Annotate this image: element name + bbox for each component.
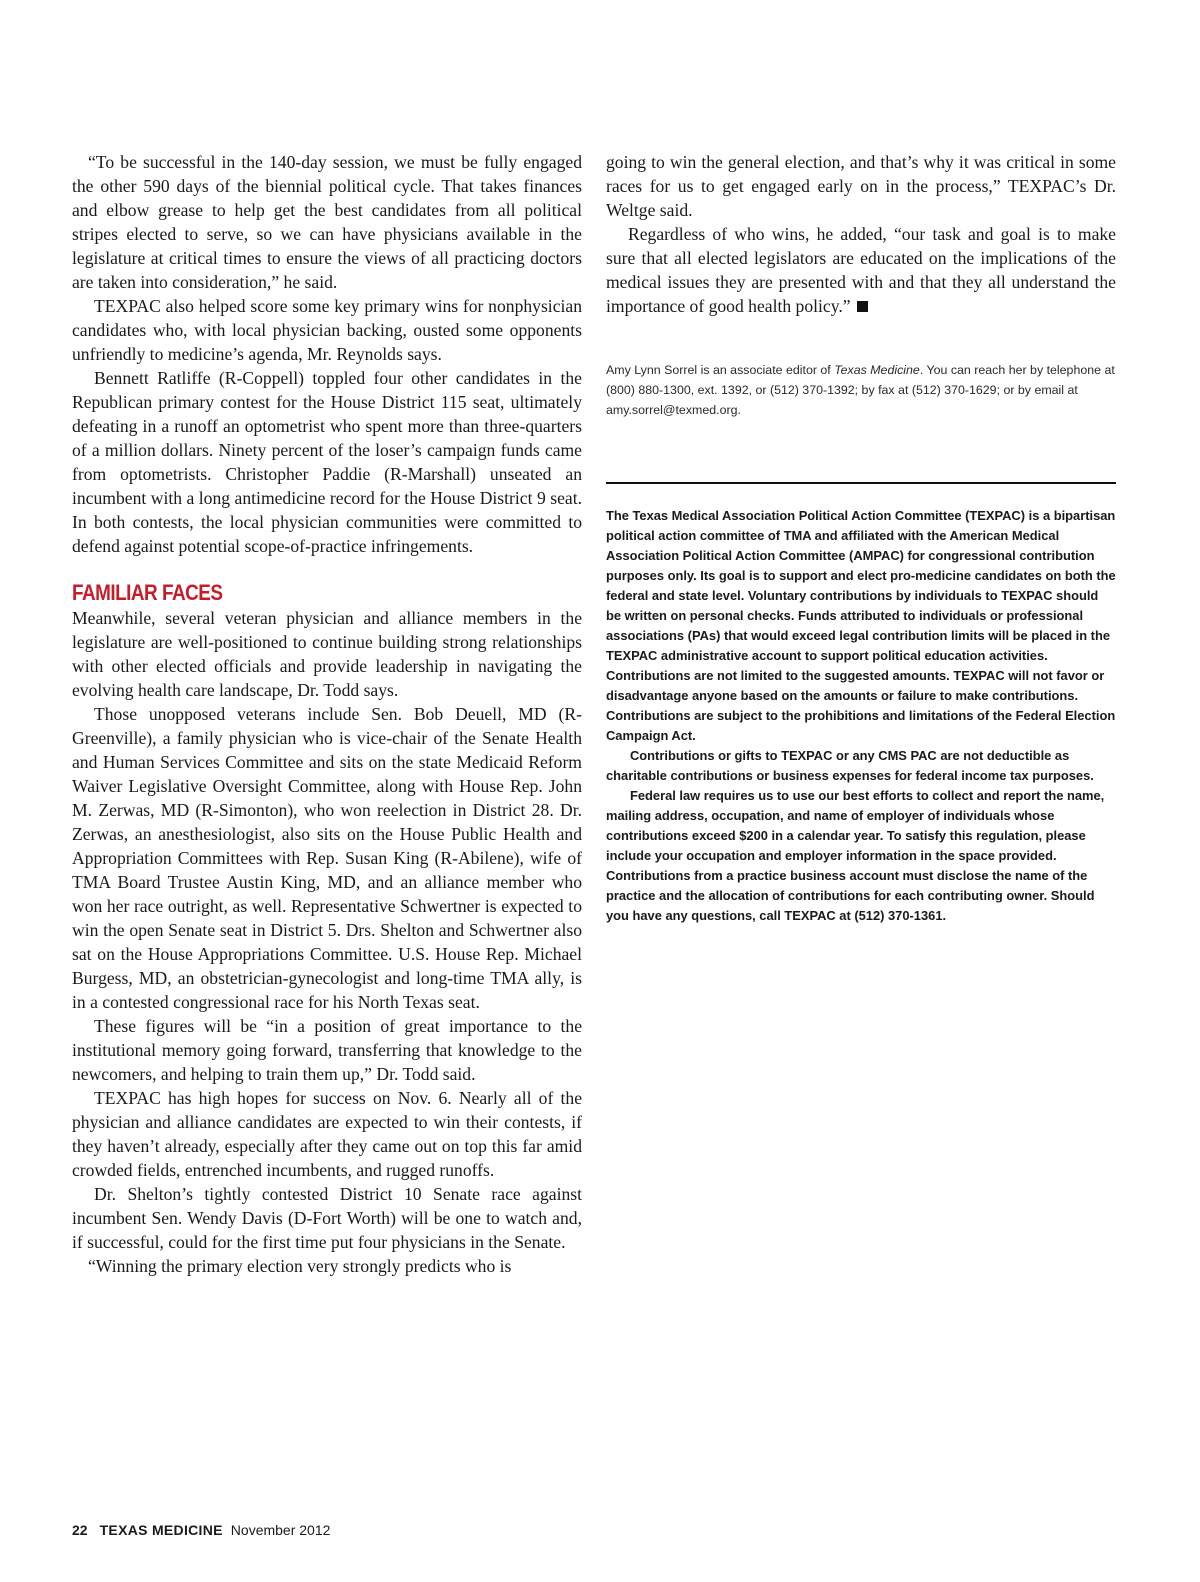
- article-paragraph: TEXPAC has high hopes for success on Nov. 6. Nearly all of the physician and alliance candidates are expected to win their contests, if they haven’t already, especially after they came out on top this far amid crowded fields, entrenched incumbents, and rugged runoffs.: [72, 1088, 582, 1180]
- magazine-name: TEXAS MEDICINE: [99, 1522, 223, 1538]
- article-paragraph: Meanwhile, several veteran physician and alliance members in the legislature are well-positioned to continue building strong relationships with other elected officials and provide leadership in navigating the evolving health care landscape, Dr. Todd says.: [72, 608, 582, 700]
- article-paragraph-text: Regardless of who wins, he added, “our task and goal is to make sure that all elected legislators are educated on the implications of the medical issues they are presented with and that they all understand the importance of good health policy.”: [606, 224, 1116, 316]
- author-bio-text: Amy Lynn Sorrel is an associate editor of: [606, 363, 835, 377]
- article-paragraph-last: [606, 222, 1116, 318]
- divider-rule: [606, 482, 1116, 484]
- page-number: 22: [72, 1522, 88, 1538]
- issue-date: November 2012: [230, 1522, 331, 1538]
- disclaimer-paragraph: Contributions or gifts to TEXPAC or any CMS PAC are not deductible as charitable contributions or business expenses for federal income tax purposes.: [606, 748, 1094, 783]
- disclaimer-paragraph: The Texas Medical Association Political Action Committee (TEXPAC) is a bipartisan political action committee of TMA and affiliated with the American Medical Association Political Action Committee (AMPAC) for congressional contribution purposes only. Its goal is to support and elect pro-medicine candidates on both the federal and state level. Voluntary contributions by individuals to TEXPAC should be written on personal checks. Funds attributed to individuals or professional associations (PAs) that would exceed legal contribution limits will be placed in the TEXPAC administrative account to support political education activities. Contributions are not limited to the suggested amounts. TEXPAC will not favor or disadvantage anyone based on the amounts or failure to make contributions. Contributions are subject to the prohibitions and limitations of the Federal Election Campaign Act.: [606, 508, 1116, 743]
- article-paragraph: TEXPAC also helped score some key primary wins for nonphysician candidates who, with local physician backing, ousted some opponents unfriendly to medicine’s agenda, Mr. Reynolds says.: [72, 296, 582, 364]
- author-bio-contact: . You can reach her by telephone at (800) 880-1300, ext. 1392, or (512) 370-1392; by fax at (512) 370-1629; or by email at amy.sorrel@texmed.org.: [606, 363, 1115, 417]
- article-paragraph: These figures will be “in a position of great importance to the institutional memory going forward, transferring that knowledge to the newcomers, and helping to train them up,” Dr. Todd said.: [72, 1016, 582, 1084]
- article-paragraph: Those unopposed veterans include Sen. Bob Deuell, MD (R-Greenville), a family physician who is vice-chair of the Senate Health and Human Services Committee and sits on the state Medicaid Reform Waiver Legislative Oversight Committee, along with House Rep. John M. Zerwas, MD (R-Simonton), who won reelection in District 28. Dr. Zerwas, an anesthesiologist, also sits on the House Public Health and Appropriation Committees with Rep. Susan King (R-Abilene), wife of TMA Board Trustee Austin King, MD, and an alliance member who won her race outright, as well. Representative Schwertner is expected to win the open Senate seat in District 5. Drs. Shelton and Schwertner also sat on the House Appropriations Committee. U.S. House Rep. Michael Burgess, MD, an obstetrician-gynecologist and long-time TMA ally, is in a contested congressional race for his North Texas seat.: [72, 704, 582, 1012]
- end-of-story-icon: [857, 301, 868, 312]
- article-paragraph: Dr. Shelton’s tightly contested District 10 Senate race against incumbent Sen. Wendy Davis (D-Fort Worth) will be one to watch and, if successful, could for the first time put four physicians in the Senate.: [72, 1184, 582, 1252]
- texpac-disclaimer: [606, 506, 1116, 926]
- magazine-title: Texas Medicine: [834, 363, 920, 377]
- section-heading: FAMILIAR FACES: [72, 580, 223, 605]
- disclaimer-paragraph: Federal law requires us to use our best efforts to collect and report the name, mailing address, occupation, and name of employer of individuals whose contributions exceed $200 in a calendar year. To satisfy this regulation, please include your occupation and employer information in the space provided. Contributions from a practice business account must disclose the name of the practice and the allocation of contributions for each contributing owner. Should you have any questions, call TEXPAC at (512) 370-1361.: [606, 788, 1105, 923]
- page-footer: [72, 1521, 330, 1539]
- article-paragraph: going to win the general election, and that’s why it was critical in some races for us to get engaged early on in the process,” TEXPAC’s Dr. Weltge said.: [606, 152, 1116, 220]
- right-column: [606, 150, 1116, 926]
- article-paragraph: “To be successful in the 140-day session, we must be fully engaged the other 590 days of the biennial political cycle. That takes finances and elbow grease to help get the best candidates from all political stripes elected to serve, so we can have physicians available in the legislature at critical times to ensure the views of all practicing doctors are taken into consideration,” he said.: [72, 152, 582, 292]
- left-column: [72, 150, 582, 1278]
- author-bio: [606, 360, 1116, 420]
- article-paragraph: Bennett Ratliffe (R-Coppell) toppled four other candidates in the Republican primary contest for the House District 115 seat, ultimately defeating in a runoff an optometrist who spent more than three-quarters of a million dollars. Ninety percent of the loser’s campaign funds came from optometrists. Christopher Paddie (R-Marshall) unseated an incumbent with a long antimedicine record for the House District 9 seat. In both contests, the local physician communities were committed to defend against potential scope-of-practice infringements.: [72, 368, 582, 556]
- article-paragraph: “Winning the primary election very strongly predicts who is: [88, 1256, 512, 1276]
